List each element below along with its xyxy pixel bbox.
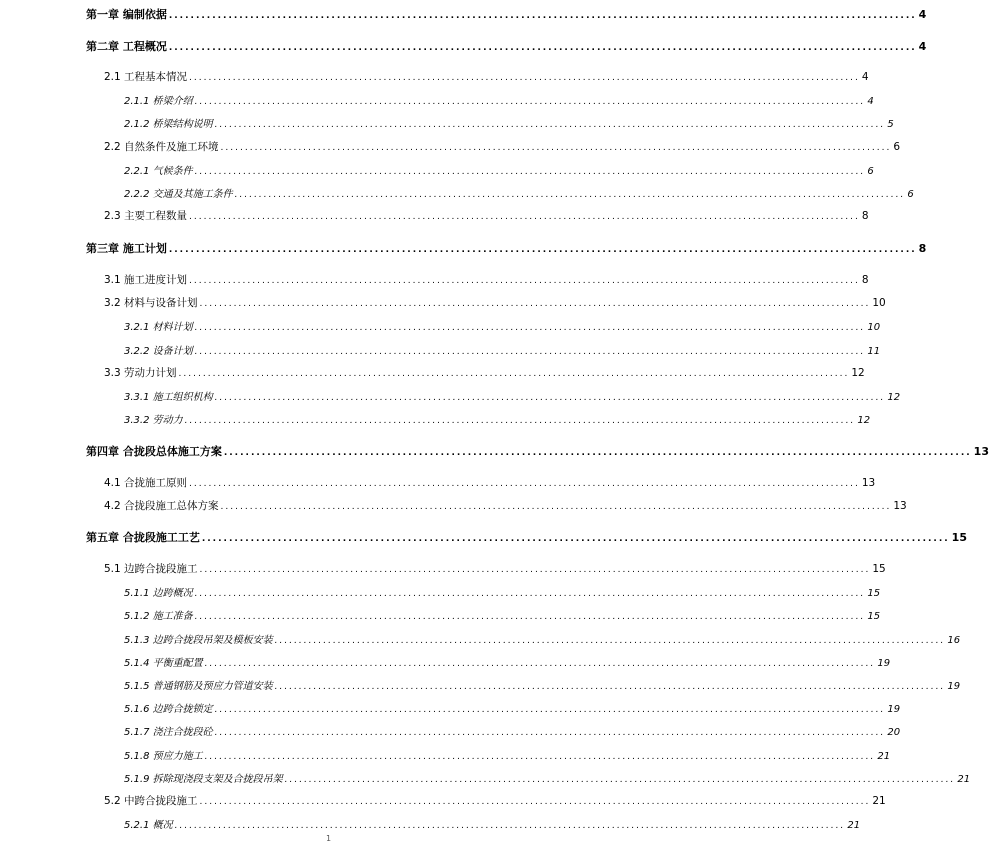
toc-entry-title: 4.2 合拢段施工总体方案 xyxy=(104,500,219,512)
toc-entry-title: 第三章 施工计划 xyxy=(86,242,167,255)
toc-entry-page: 11 xyxy=(867,346,881,357)
toc-entry-page: 10 xyxy=(872,297,886,309)
toc-entry-title: 2.3 主要工程数量 xyxy=(104,210,188,222)
dot-leader: .......................................................................................................................................... xyxy=(214,120,886,130)
toc-entry[interactable] xyxy=(86,529,967,545)
toc-entry-title: 4.1 合拢施工原则 xyxy=(104,477,188,489)
dot-leader: .......................................................................................................................................... xyxy=(274,636,946,646)
toc-entry-title: 5.1.8 预应力施工 xyxy=(124,751,203,762)
dot-leader: .......................................................................................................................................... xyxy=(194,612,866,622)
toc-entry-title: 3.2.2 设备计划 xyxy=(124,346,193,357)
dot-leader: .......................................................................................................................................... xyxy=(194,323,866,333)
toc-entry-title: 3.3.1 施工组织机构 xyxy=(124,392,213,403)
dot-leader: .......................................................................................................................................... xyxy=(194,347,866,357)
toc-entry-page: 19 xyxy=(877,658,891,669)
toc-entry-title: 5.1.7 浇注合拢段砼 xyxy=(124,727,213,738)
toc-entry-title: 2.1.1 桥梁介绍 xyxy=(124,96,193,107)
toc-entry[interactable] xyxy=(124,631,961,646)
toc-entry[interactable] xyxy=(104,498,907,513)
toc-entry-page: 4 xyxy=(918,40,927,53)
dot-leader: .......................................................................................................................................... xyxy=(234,190,906,200)
dot-leader: .......................................................................................................................................... xyxy=(189,276,860,286)
toc-entry-title: 2.2.2 交通及其施工条件 xyxy=(124,189,233,200)
toc-entry-title: 5.1.3 边跨合拢段吊架及模板安装 xyxy=(124,635,273,646)
toc-entry-page: 4 xyxy=(861,71,869,83)
dot-leader: .......................................................................................................................................... xyxy=(220,502,892,512)
toc-entry-page: 4 xyxy=(918,8,927,21)
dot-leader: .......................................................................................................................................... xyxy=(220,143,892,153)
toc-entry-page: 10 xyxy=(867,322,881,333)
dot-leader: .......................................................................................................................................... xyxy=(189,479,860,489)
toc-entry[interactable] xyxy=(104,272,869,287)
toc-entry-title: 5.2.1 概况 xyxy=(124,820,173,831)
dot-leader: .......................................................................................................................................... xyxy=(168,43,917,53)
toc-entry-page: 13 xyxy=(893,500,907,512)
toc-entry[interactable] xyxy=(124,700,901,715)
toc-entry-title: 2.1.2 桥梁结构说明 xyxy=(124,119,213,130)
toc-entry-title: 3.2 材料与设备计划 xyxy=(104,297,198,309)
dot-leader: .......................................................................................................................................... xyxy=(194,589,866,599)
toc-entry-title: 3.2.1 材料计划 xyxy=(124,322,193,333)
toc-entry-title: 5.1 边跨合拢段施工 xyxy=(104,563,198,575)
toc-entry-page: 19 xyxy=(887,704,901,715)
dot-leader: .......................................................................................................................................... xyxy=(223,448,972,458)
toc-entry-page: 6 xyxy=(907,189,914,200)
toc-entry-page: 8 xyxy=(861,274,869,286)
toc-entry-page: 12 xyxy=(887,392,901,403)
toc-entry-page: 15 xyxy=(867,588,881,599)
dot-leader: .......................................................................................................................................... xyxy=(204,752,876,762)
toc-entry-page: 15 xyxy=(867,611,881,622)
toc-entry-page: 13 xyxy=(861,477,876,489)
toc-entry-title: 第五章 合拢段施工工艺 xyxy=(86,531,200,544)
toc-entry-title: 2.2.1 气候条件 xyxy=(124,166,193,177)
toc-entry-title: 5.1.2 施工准备 xyxy=(124,611,193,622)
dot-leader: .......................................................................................................................................... xyxy=(284,775,956,785)
toc-entry-title: 2.1 工程基本情况 xyxy=(104,71,188,83)
toc-entry-page: 15 xyxy=(951,531,967,544)
toc-entry[interactable] xyxy=(104,793,886,808)
toc-entry[interactable] xyxy=(104,69,869,84)
page-number: 1 xyxy=(326,834,332,843)
dot-leader: .......................................................................................................................................... xyxy=(199,299,871,309)
toc-entry-page: 20 xyxy=(887,727,901,738)
toc-entry[interactable] xyxy=(124,115,894,130)
toc-entry[interactable] xyxy=(124,411,871,426)
toc-entry-page: 8 xyxy=(861,210,869,222)
toc-entry[interactable] xyxy=(124,185,914,200)
toc-entry[interactable] xyxy=(124,747,891,762)
toc-entry[interactable] xyxy=(124,318,881,333)
toc-entry[interactable] xyxy=(124,162,874,177)
toc-entry[interactable] xyxy=(104,295,886,310)
toc-entry-title: 第二章 工程概况 xyxy=(86,40,167,53)
dot-leader: .......................................................................................................................................... xyxy=(189,73,860,83)
dot-leader: .......................................................................................................................................... xyxy=(174,821,846,831)
toc-entry-title: 第四章 合拢段总体施工方案 xyxy=(86,445,222,458)
toc-entry[interactable] xyxy=(124,607,881,622)
dot-leader: .......................................................................................................................................... xyxy=(194,167,866,177)
toc-entry-title: 5.1.6 边跨合拢锁定 xyxy=(124,704,213,715)
toc-entry[interactable] xyxy=(124,816,861,831)
toc-entry-title: 5.1.1 边跨概况 xyxy=(124,588,193,599)
toc-entry[interactable] xyxy=(124,342,881,357)
toc-entry[interactable] xyxy=(124,770,971,785)
toc-entry[interactable] xyxy=(104,475,876,490)
toc-entry[interactable] xyxy=(86,443,989,459)
toc-entry-title: 5.2 中跨合拢段施工 xyxy=(104,795,198,807)
dot-leader: .......................................................................................................................................... xyxy=(214,393,886,403)
toc-entry-title: 5.1.9 拆除现浇段支架及合拢段吊架 xyxy=(124,774,283,785)
toc-entry-page: 4 xyxy=(867,96,874,107)
toc-entry[interactable] xyxy=(124,388,901,403)
toc-entry-page: 21 xyxy=(872,795,886,807)
toc-entry-page: 8 xyxy=(918,242,927,255)
dot-leader: .......................................................................................................................................... xyxy=(168,245,917,255)
toc-entry[interactable] xyxy=(104,139,901,154)
toc-entry[interactable] xyxy=(124,723,901,738)
dot-leader: .......................................................................................................................................... xyxy=(199,565,871,575)
toc-entry-page: 21 xyxy=(847,820,861,831)
toc-entry[interactable] xyxy=(86,38,927,54)
toc-entry[interactable] xyxy=(104,561,886,576)
toc-entry[interactable] xyxy=(104,208,869,223)
toc-entry-page: 12 xyxy=(857,415,871,426)
dot-leader: .......................................................................................................................................... xyxy=(199,797,871,807)
toc-entry[interactable] xyxy=(124,92,874,107)
toc-entry-page: 19 xyxy=(947,681,961,692)
toc-entry-page: 12 xyxy=(851,367,865,379)
toc-entry-page: 6 xyxy=(893,141,901,153)
toc-entry-title: 3.1 施工进度计划 xyxy=(104,274,188,286)
dot-leader: .......................................................................................................................................... xyxy=(184,416,856,426)
toc-entry[interactable] xyxy=(104,365,865,380)
toc-entry-title: 5.1.5 普通钢筋及预应力管道安装 xyxy=(124,681,273,692)
toc-entry[interactable] xyxy=(124,677,961,692)
toc-entry-page: 21 xyxy=(957,774,971,785)
dot-leader: .......................................................................................................................................... xyxy=(214,728,886,738)
toc-entry-page: 5 xyxy=(887,119,894,130)
dot-leader: .......................................................................................................................................... xyxy=(274,682,946,692)
toc-entry-page: 6 xyxy=(867,166,874,177)
dot-leader: .......................................................................................................................................... xyxy=(201,534,950,544)
dot-leader: .......................................................................................................................................... xyxy=(214,705,886,715)
toc-entry[interactable] xyxy=(124,584,881,599)
toc-entry-title: 3.3 劳动力计划 xyxy=(104,367,177,379)
toc-entry-title: 第一章 编制依据 xyxy=(86,8,167,21)
toc-entry-page: 13 xyxy=(973,445,989,458)
toc-entry[interactable] xyxy=(86,6,927,22)
dot-leader: .......................................................................................................................................... xyxy=(189,212,860,222)
toc-entry-page: 21 xyxy=(877,751,891,762)
toc-entry-title: 2.2 自然条件及施工环境 xyxy=(104,141,219,153)
toc-entry-title: 3.3.2 劳动力 xyxy=(124,415,183,426)
toc-entry-title: 5.1.4 平衡重配置 xyxy=(124,658,203,669)
toc-entry[interactable] xyxy=(86,240,927,256)
toc-entry-page: 16 xyxy=(947,635,961,646)
toc-entry[interactable] xyxy=(124,654,891,669)
dot-leader: .......................................................................................................................................... xyxy=(168,11,917,21)
toc-entry-page: 15 xyxy=(872,563,886,575)
dot-leader: .......................................................................................................................................... xyxy=(194,97,866,107)
dot-leader: .......................................................................................................................................... xyxy=(178,369,850,379)
dot-leader: .......................................................................................................................................... xyxy=(204,659,876,669)
